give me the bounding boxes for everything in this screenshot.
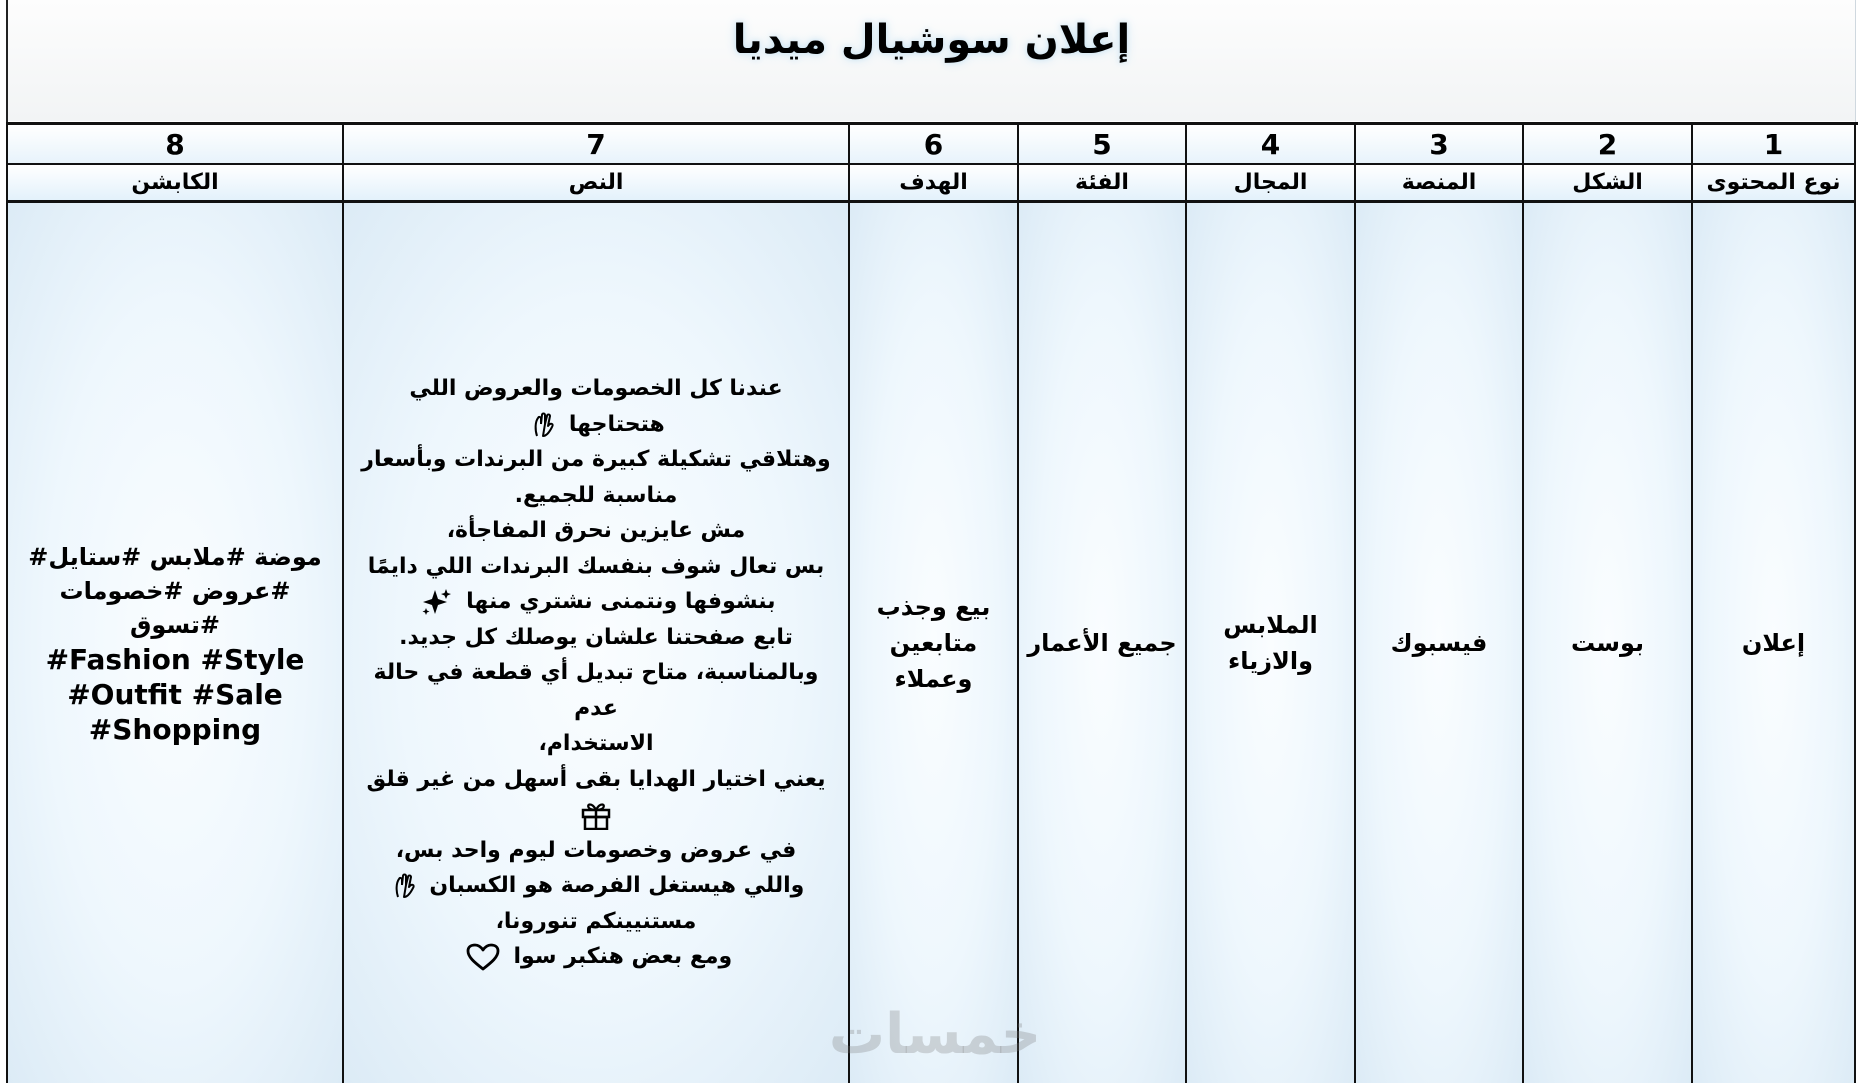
ad-text <box>352 371 840 975</box>
field-text: الملابس والازياء <box>1223 611 1318 675</box>
column-header: الكابشن <box>8 165 342 203</box>
column-header: المجال <box>1187 165 1354 203</box>
text-line: تابع صفحتنا علشان يوصلك كل جديد. <box>399 624 793 650</box>
audience-cell[interactable] <box>1019 203 1185 1083</box>
gift-icon <box>580 800 612 830</box>
column-header: الهدف <box>850 165 1017 203</box>
text-line: بس تعال شوف بنفسك البرندات اللي دايمًا <box>367 553 825 579</box>
text-line: وبالمناسبة، متاح تبديل أي قطعة في حالة عدم <box>373 660 819 721</box>
goal-text: بيع وجذب متابعين وعملاء <box>876 593 991 693</box>
column-header: النص <box>344 165 848 203</box>
column-audience <box>1019 125 1187 1083</box>
text-line: واللي هيستغل الفرصة هو الكسبان <box>352 868 840 904</box>
column-number: 2 <box>1524 125 1691 165</box>
text-line: يعني اختيار الهدايا بقى أسهل من غير قلق <box>366 766 826 792</box>
column-number: 6 <box>850 125 1017 165</box>
column-number: 1 <box>1693 125 1854 165</box>
column-number: 5 <box>1019 125 1185 165</box>
format-cell[interactable] <box>1524 203 1691 1083</box>
text-line: الاستخدام، <box>538 731 654 757</box>
caption-line: #Fashion #Style <box>45 642 305 676</box>
column-format <box>1524 125 1693 1083</box>
platform-text: فيسبوك <box>1390 629 1488 657</box>
column-number: 8 <box>8 125 342 165</box>
platform-cell[interactable] <box>1356 203 1522 1083</box>
column-header: الفئة <box>1019 165 1185 203</box>
sparkles-icon <box>422 588 452 616</box>
column-header: المنصة <box>1356 165 1522 203</box>
column-field <box>1187 125 1356 1083</box>
text-line: في عروض وخصومات ليوم واحد بس، <box>395 837 797 863</box>
page-title: إعلان سوشيال ميديا <box>732 17 1131 63</box>
field-cell[interactable] <box>1187 203 1354 1083</box>
content-table <box>6 122 1858 1083</box>
column-caption <box>8 125 344 1083</box>
column-text <box>344 125 850 1083</box>
heart-outline-icon <box>466 943 500 971</box>
text-line: مناسبة للجميع. <box>514 482 678 508</box>
caption-cell[interactable] <box>8 203 342 1083</box>
caption-line: #Outfit #Sale <box>67 677 283 711</box>
goal-cell[interactable] <box>850 203 1017 1083</box>
text-line: مش عايزين نحرق المفاجأة، <box>446 518 746 544</box>
raised-hands-icon <box>394 873 416 899</box>
column-content-type <box>1693 125 1856 1083</box>
column-number: 7 <box>344 125 848 165</box>
format-text: بوست <box>1570 629 1645 657</box>
raised-hands-icon <box>533 412 555 438</box>
caption-line: موضة #ملابس #ستايل# <box>28 542 322 571</box>
text-line: مستنيينكم تنورونا، <box>495 908 697 934</box>
column-number: 3 <box>1356 125 1522 165</box>
text-line: بنشوفها ونتمنى نشتري منها <box>352 584 840 620</box>
column-header: الشكل <box>1524 165 1691 203</box>
watermark-logo: خمسات <box>828 1002 1042 1067</box>
content-type-text: إعلان <box>1741 629 1806 657</box>
column-header: نوع المحتوى <box>1693 165 1854 203</box>
audience-text: جميع الأعمار <box>1027 629 1177 657</box>
column-number: 4 <box>1187 125 1354 165</box>
caption-line: #تسوق <box>129 610 221 639</box>
text-line: وهتلاقي تشكيلة كبيرة من البرندات وبأسعار <box>361 447 831 473</box>
text-line <box>352 797 840 833</box>
content-type-cell[interactable] <box>1693 203 1854 1083</box>
caption-text <box>28 540 322 747</box>
text-line: ومع بعض هنكبر سوا <box>352 939 840 975</box>
caption-line: #عروض #خصومات <box>59 576 291 605</box>
ad-text-cell[interactable] <box>344 203 848 1083</box>
text-line: عندنا كل الخصومات والعروض اللي <box>409 376 783 402</box>
caption-line: #Shopping <box>88 712 262 746</box>
column-goal <box>850 125 1019 1083</box>
text-line: هتحتاجها <box>352 407 840 443</box>
column-platform <box>1356 125 1524 1083</box>
